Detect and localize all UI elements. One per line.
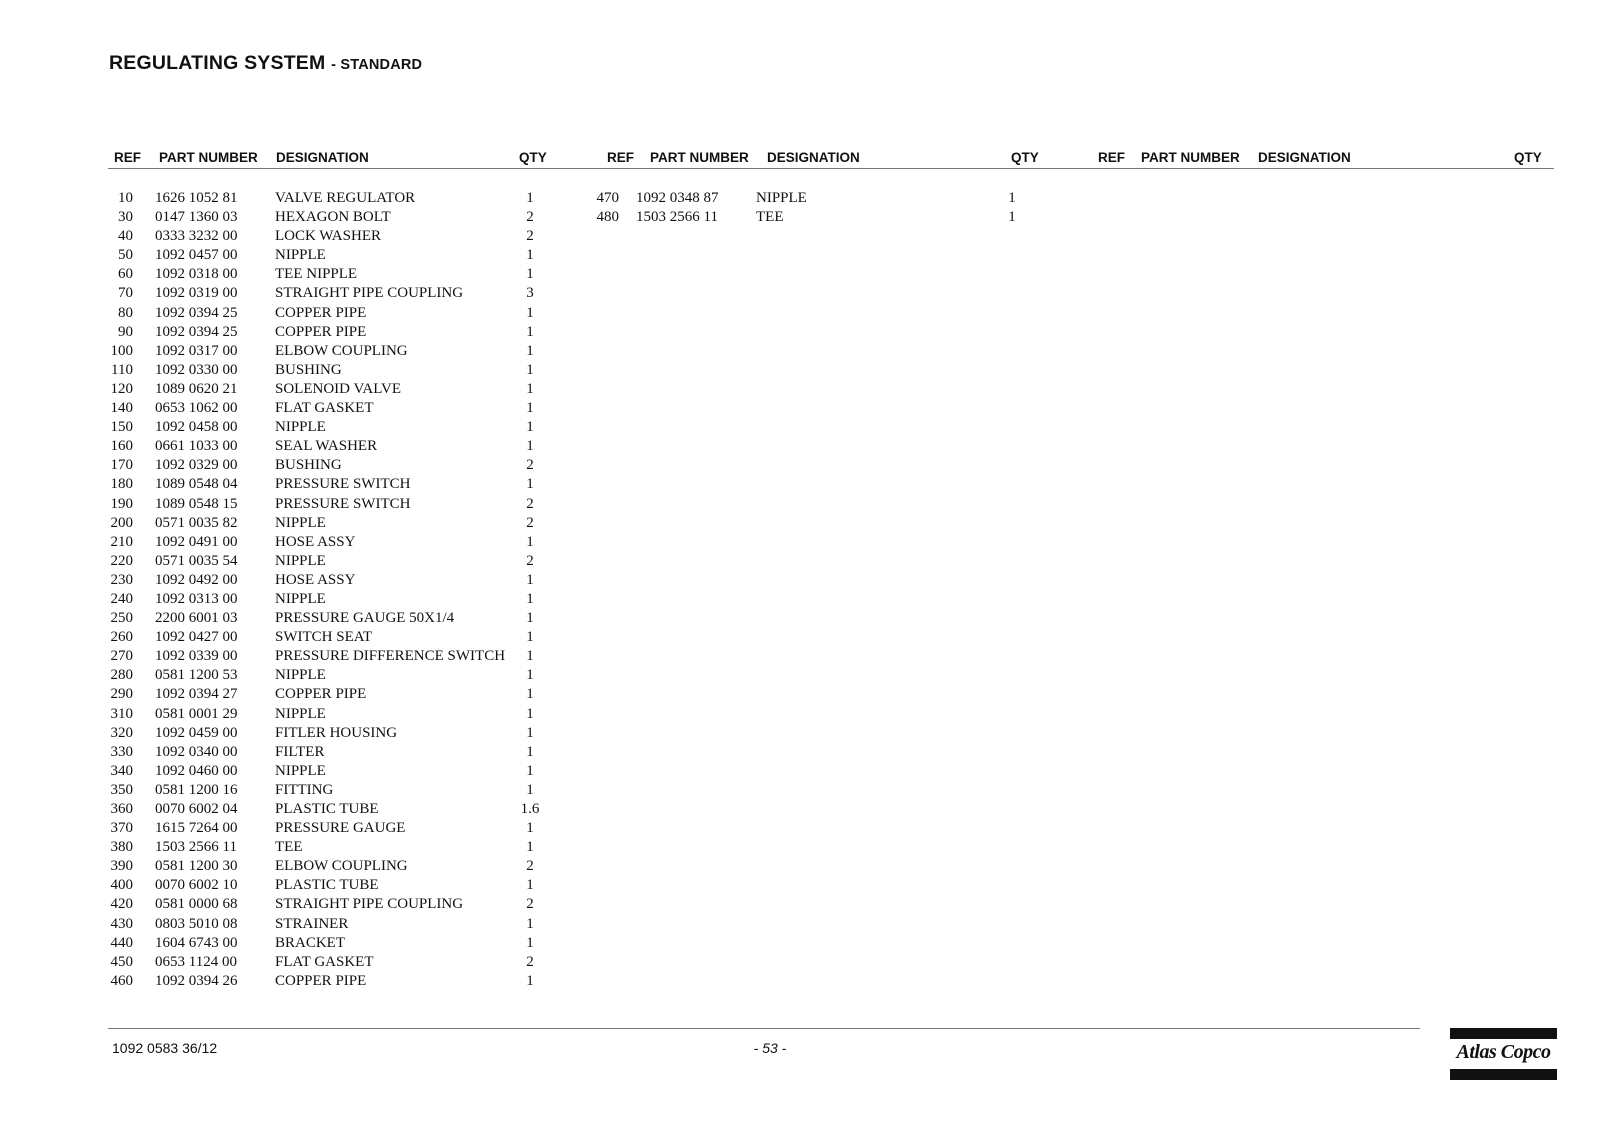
- part-number-cell: 1092 0491 00: [155, 533, 238, 550]
- qty-cell: 1: [1008, 190, 1016, 206]
- designation-header: DESIGNATION: [767, 150, 860, 165]
- part-number-cell: 1092 0313 00: [155, 590, 238, 607]
- designation-cell: NIPPLE: [275, 419, 326, 436]
- qty-cell: 2: [526, 495, 534, 512]
- ref-cell: 420: [110, 896, 133, 913]
- logo-bottom-bar: [1450, 1069, 1557, 1080]
- qty-cell: 1: [526, 667, 534, 684]
- ref-cell: 190: [110, 495, 133, 512]
- qty-cell: 3: [526, 285, 534, 302]
- ref-cell: 260: [110, 629, 133, 646]
- designation-cell: NIPPLE: [275, 705, 326, 722]
- designation-cell: NIPPLE: [275, 552, 326, 569]
- designation-cell: BUSHING: [275, 361, 342, 378]
- part-number-cell: 1092 0339 00: [155, 648, 238, 665]
- qty-header: QTY: [519, 150, 547, 165]
- designation-cell: FLAT GASKET: [275, 953, 374, 970]
- designation-cell: NIPPLE: [275, 247, 326, 264]
- qty-cell: 1: [526, 781, 534, 798]
- qty-cell: 1: [526, 590, 534, 607]
- ref-cell: 110: [111, 361, 133, 378]
- ref-cell: 140: [110, 400, 133, 417]
- ref-cell: 120: [110, 380, 133, 397]
- ref-cell: 310: [110, 705, 133, 722]
- qty-cell: 1: [526, 419, 534, 436]
- part-number-cell: 1092 0492 00: [155, 571, 238, 588]
- part-number-cell: 1503 2566 11: [636, 209, 718, 226]
- qty-cell: 2: [526, 457, 534, 474]
- designation-cell: STRAIGHT PIPE COUPLING: [275, 285, 464, 302]
- qty-cell: 2: [526, 209, 534, 226]
- qty-cell: 1: [526, 648, 534, 665]
- part-number-cell: 1604 6743 00: [155, 934, 238, 951]
- part-number-cell: 1092 0348 87: [636, 190, 719, 206]
- designation-cell: BUSHING: [275, 457, 342, 474]
- ref-cell: 170: [110, 457, 133, 474]
- ref-cell: 390: [110, 858, 133, 875]
- part-number-cell: 1092 0394 27: [155, 686, 238, 703]
- logo-text: Atlas Copco: [1456, 1041, 1551, 1063]
- designation-cell: NIPPLE: [275, 667, 326, 684]
- page-number: - 53 -: [753, 1040, 787, 1056]
- header-divider: [108, 168, 1554, 169]
- qty-cell: 1: [526, 247, 534, 264]
- qty-cell: 1: [526, 266, 534, 283]
- atlas-copco-logo: [1450, 1028, 1557, 1080]
- part-number-cell: 1092 0329 00: [155, 457, 238, 474]
- ref-cell: 480: [596, 209, 619, 226]
- part-number-cell: 0803 5010 08: [155, 915, 238, 932]
- qty-cell: 1: [526, 361, 534, 378]
- designation-cell: COPPER PIPE: [275, 686, 367, 703]
- part-number-cell: 0661 1033 00: [155, 438, 238, 455]
- designation-cell: PRESSURE SWITCH: [275, 476, 411, 493]
- designation-cell: HOSE ASSY: [275, 533, 356, 550]
- part-number-cell: 1092 0394 26: [155, 972, 238, 989]
- qty-cell: 1: [526, 304, 534, 321]
- ref-cell: 450: [110, 953, 133, 970]
- qty-cell: 1: [526, 762, 534, 779]
- ref-cell: 80: [118, 304, 133, 321]
- ref-cell: 330: [110, 743, 133, 760]
- ref-cell: 150: [110, 419, 133, 436]
- qty-cell: 1: [526, 724, 534, 741]
- part-number-cell: 0571 0035 82: [155, 514, 238, 531]
- ref-header: REF: [114, 150, 141, 165]
- part-number-cell: 0581 1200 53: [155, 667, 238, 684]
- designation-cell: NIPPLE: [275, 762, 326, 779]
- designation-cell: NIPPLE: [275, 590, 326, 607]
- ref-cell: 400: [110, 877, 133, 894]
- designation-cell: TEE: [275, 839, 303, 856]
- part-number-cell: 0070 6002 10: [155, 877, 238, 894]
- qty-cell: 1: [526, 323, 534, 340]
- designation-cell: FLAT GASKET: [275, 400, 374, 417]
- designation-cell: ELBOW COUPLING: [275, 342, 408, 359]
- ref-cell: 180: [110, 476, 133, 493]
- qty-cell: 1: [526, 686, 534, 703]
- ref-cell: 220: [110, 552, 133, 569]
- designation-cell: HEXAGON BOLT: [275, 209, 391, 226]
- qty-cell: 1: [526, 629, 534, 646]
- ref-cell: 340: [110, 762, 133, 779]
- qty-cell: 2: [526, 953, 534, 970]
- ref-cell: 100: [110, 342, 133, 359]
- qty-cell: 1: [526, 380, 534, 397]
- ref-cell: 270: [110, 648, 133, 665]
- ref-cell: 70: [118, 285, 133, 302]
- ref-cell: 380: [110, 839, 133, 856]
- qty-cell: 1: [526, 877, 534, 894]
- designation-cell: PRESSURE GAUGE: [275, 820, 406, 837]
- part-number-cell: 0333 3232 00: [155, 228, 238, 245]
- page-title: [109, 52, 422, 75]
- part-number-cell: 1092 0318 00: [155, 266, 238, 283]
- qty-cell: 1: [526, 915, 534, 932]
- designation-cell: STRAIGHT PIPE COUPLING: [275, 896, 464, 913]
- document-number: 1092 0583 36/12: [112, 1040, 218, 1056]
- part-number-cell: 1092 0394 25: [155, 323, 238, 340]
- part-number-header: PART NUMBER: [1141, 150, 1240, 165]
- designation-header: DESIGNATION: [276, 150, 369, 165]
- ref-header: REF: [607, 150, 634, 165]
- designation-cell: NIPPLE: [756, 190, 807, 206]
- qty-cell: 1: [526, 438, 534, 455]
- qty-cell: 1: [526, 533, 534, 550]
- ref-header: REF: [1098, 150, 1125, 165]
- ref-cell: 90: [118, 323, 133, 340]
- qty-cell: 1: [526, 476, 534, 493]
- designation-cell: SWITCH SEAT: [275, 629, 373, 646]
- part-number-cell: 0653 1124 00: [155, 953, 237, 970]
- designation-cell: PRESSURE DIFFERENCE SWITCH: [275, 648, 506, 665]
- footer-divider: [108, 1028, 1420, 1029]
- ref-cell: 200: [110, 514, 133, 531]
- part-number-cell: 0147 1360 03: [155, 209, 238, 226]
- designation-cell: STRAINER: [275, 915, 349, 932]
- designation-cell: NIPPLE: [275, 514, 326, 531]
- part-number-cell: 1089 0620 21: [155, 380, 238, 397]
- part-number-cell: 2200 6001 03: [155, 610, 238, 627]
- designation-cell: VALVE REGULATOR: [275, 190, 416, 206]
- ref-cell: 440: [110, 934, 133, 951]
- part-number-header: PART NUMBER: [159, 150, 258, 165]
- ref-cell: 280: [110, 667, 133, 684]
- designation-cell: BRACKET: [275, 934, 346, 951]
- ref-cell: 210: [110, 533, 133, 550]
- ref-cell: 320: [110, 724, 133, 741]
- designation-cell: PLASTIC TUBE: [275, 801, 379, 817]
- designation-cell: COPPER PIPE: [275, 304, 367, 321]
- designation-cell: PRESSURE SWITCH: [275, 495, 411, 512]
- qty-cell: 1: [526, 190, 534, 206]
- qty-header: QTY: [1514, 150, 1542, 165]
- qty-cell: 1: [526, 571, 534, 588]
- qty-cell: 2: [526, 552, 534, 569]
- part-number-cell: 1092 0319 00: [155, 285, 238, 302]
- designation-cell: PLASTIC TUBE: [275, 877, 379, 894]
- qty-cell: 1: [526, 972, 534, 989]
- part-number-cell: 0070 6002 04: [155, 801, 238, 817]
- qty-header: QTY: [1011, 150, 1039, 165]
- part-number-cell: 1089 0548 15: [155, 495, 238, 512]
- qty-cell: 2: [526, 228, 534, 245]
- designation-cell: ELBOW COUPLING: [275, 858, 408, 875]
- part-number-cell: 1092 0394 25: [155, 304, 238, 321]
- designation-cell: FITTING: [275, 781, 334, 798]
- designation-cell: SEAL WASHER: [275, 438, 378, 455]
- part-number-cell: 1092 0458 00: [155, 419, 238, 436]
- part-number-cell: 0581 1200 30: [155, 858, 238, 875]
- qty-cell: 1: [526, 934, 534, 951]
- part-number-cell: 0571 0035 54: [155, 552, 238, 569]
- designation-header: DESIGNATION: [1258, 150, 1351, 165]
- designation-cell: LOCK WASHER: [275, 228, 381, 245]
- designation-cell: FILTER: [275, 743, 325, 760]
- qty-cell: 1: [526, 839, 534, 856]
- ref-cell: 360: [110, 801, 133, 817]
- part-number-cell: 1092 0317 00: [155, 342, 238, 359]
- part-number-cell: 1092 0427 00: [155, 629, 238, 646]
- title-main: REGULATING SYSTEM: [109, 52, 326, 74]
- qty-cell: 1: [526, 743, 534, 760]
- ref-cell: 350: [110, 781, 133, 798]
- ref-cell: 10: [118, 190, 133, 206]
- ref-cell: 430: [110, 915, 133, 932]
- qty-cell: 1: [526, 400, 534, 417]
- designation-cell: SOLENOID VALVE: [275, 380, 401, 397]
- logo-top-bar: [1450, 1028, 1557, 1039]
- qty-cell: 1: [526, 820, 534, 837]
- ref-cell: 60: [118, 266, 133, 283]
- designation-cell: TEE NIPPLE: [275, 266, 358, 283]
- part-number-cell: 1503 2566 11: [155, 839, 237, 856]
- part-number-cell: 0581 0000 68: [155, 896, 238, 913]
- designation-cell: TEE: [756, 209, 784, 226]
- qty-cell: 1: [526, 342, 534, 359]
- part-number-cell: 1092 0340 00: [155, 743, 238, 760]
- ref-cell: 230: [110, 571, 133, 588]
- ref-cell: 160: [110, 438, 133, 455]
- part-number-cell: 1089 0548 04: [155, 476, 238, 493]
- part-number-cell: 1092 0457 00: [155, 247, 238, 264]
- qty-cell: 2: [526, 514, 534, 531]
- ref-cell: 50: [118, 247, 133, 264]
- ref-cell: 470: [596, 190, 619, 206]
- designation-cell: COPPER PIPE: [275, 972, 367, 989]
- part-number-cell: 0581 1200 16: [155, 781, 238, 798]
- part-number-cell: 1615 7264 00: [155, 820, 238, 837]
- part-number-cell: 1092 0459 00: [155, 724, 238, 741]
- ref-cell: 250: [110, 610, 133, 627]
- ref-cell: 460: [110, 972, 133, 989]
- ref-cell: 30: [118, 209, 133, 226]
- part-number-cell: 1626 1052 81: [155, 190, 238, 206]
- part-number-cell: 0581 0001 29: [155, 705, 238, 722]
- ref-cell: 40: [118, 228, 133, 245]
- qty-cell: 1: [526, 610, 534, 627]
- part-number-header: PART NUMBER: [650, 150, 749, 165]
- qty-cell: 2: [526, 896, 534, 913]
- part-number-cell: 1092 0460 00: [155, 762, 238, 779]
- designation-cell: PRESSURE GAUGE 50X1/4: [275, 610, 455, 627]
- qty-cell: 1: [526, 705, 534, 722]
- designation-cell: FITLER HOUSING: [275, 724, 398, 741]
- designation-cell: COPPER PIPE: [275, 323, 367, 340]
- qty-cell: 1.6: [520, 801, 540, 817]
- ref-cell: 370: [110, 820, 133, 837]
- ref-cell: 240: [110, 590, 133, 607]
- designation-cell: HOSE ASSY: [275, 571, 356, 588]
- qty-cell: 1: [1008, 209, 1016, 226]
- qty-cell: 2: [526, 858, 534, 875]
- title-subtitle: - STANDARD: [331, 57, 423, 73]
- part-number-cell: 1092 0330 00: [155, 361, 238, 378]
- part-number-cell: 0653 1062 00: [155, 400, 238, 417]
- ref-cell: 290: [110, 686, 133, 703]
